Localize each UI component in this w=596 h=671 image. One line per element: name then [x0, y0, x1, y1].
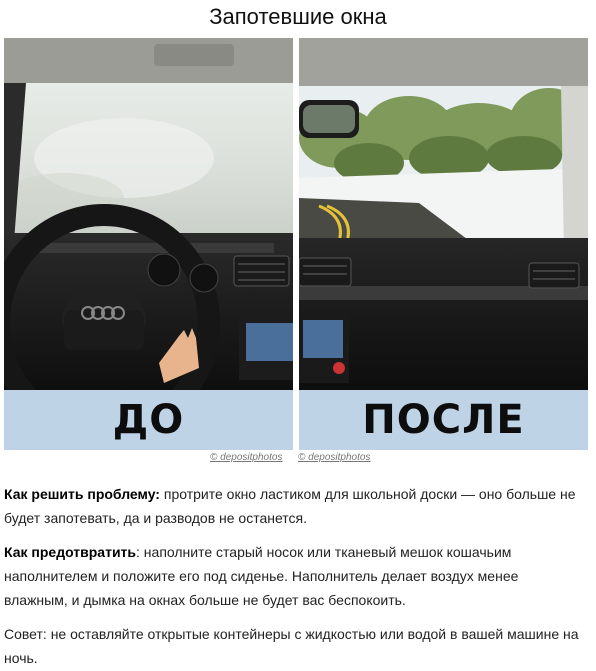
photo-credit-after[interactable]: © depositphotos [298, 452, 371, 463]
after-label: ПОСЛЕ [299, 390, 588, 450]
tip-text: Совет: не оставляйте открытые контейнеры с жидкостью или водой в вашей машине на ночь. [4, 626, 579, 666]
after-photo [299, 38, 588, 450]
before-photo [4, 38, 293, 450]
before-label: ДО [4, 390, 293, 450]
clear-windshield-illustration [299, 38, 588, 450]
foggy-windshield-illustration [4, 38, 293, 450]
photo-credit-before[interactable]: © depositphotos [210, 452, 283, 463]
solution-text: протрите окно ластиком для школьной доски — оно больше не будет запотевать, да и разводов не останется. [4, 486, 576, 526]
solution-heading: Как решить проблему: [4, 486, 160, 502]
page-title: Запотевшие окна [209, 4, 387, 29]
prevention-paragraph [4, 540, 579, 612]
prevention-heading: Как предотвратить [4, 544, 137, 560]
solution-paragraph [4, 482, 579, 530]
tip-paragraph [4, 622, 579, 670]
prevention-text: : наполните старый носок или тканевый мешок кошачьим наполнителем и положите его под сиденье. Наполнитель делает воздух менее влажным, и дымка на окнах больше не будет вас беспокоить. [4, 544, 519, 608]
